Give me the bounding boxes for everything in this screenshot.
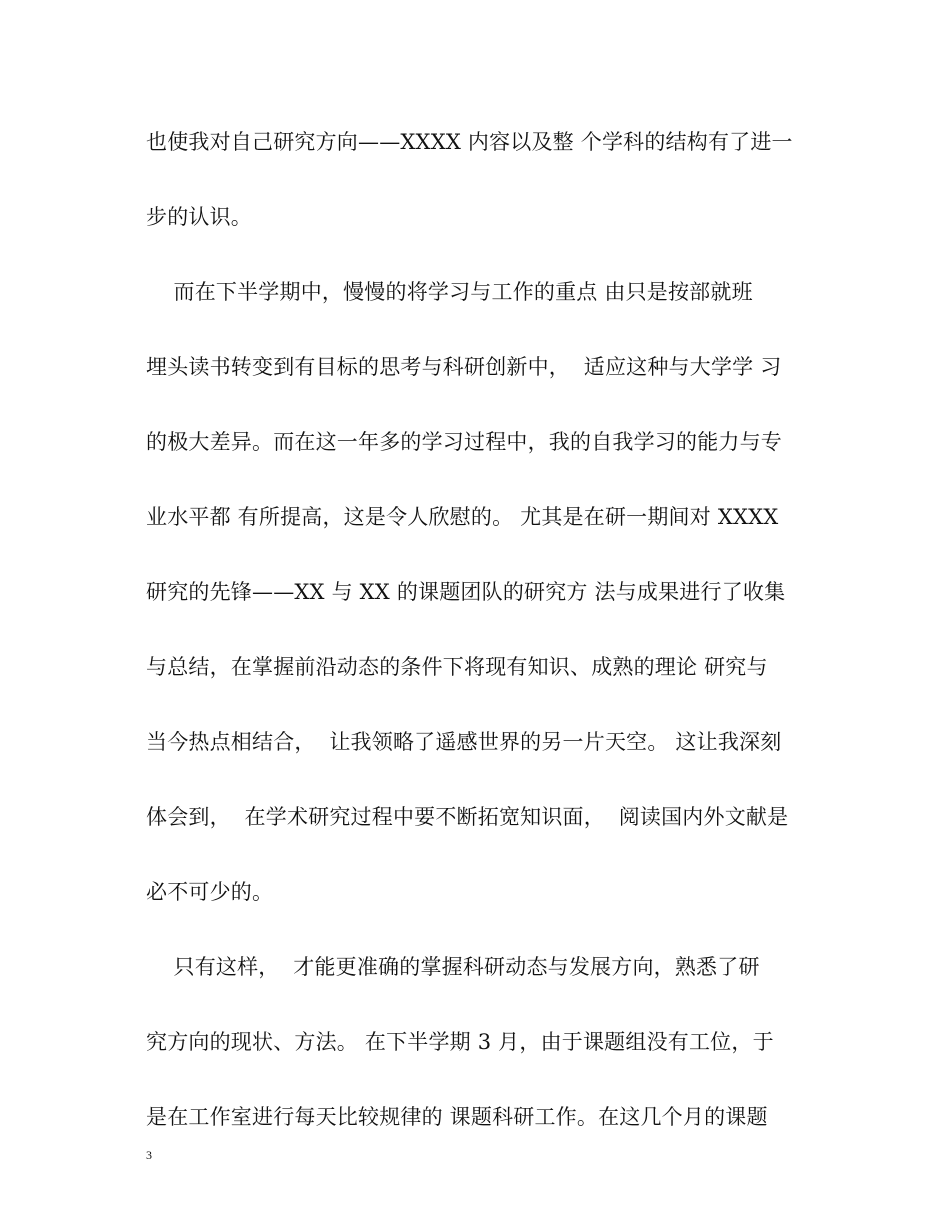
page-number: 3 [146,1148,152,1162]
text-line-7: 研究的先锋——XX 与 XX 的课题团队的研究方 法与成果进行了收集 [146,580,786,604]
text-line-10: 体会到， 在学术研究过程中要不断拓宽知识面， 阅读国内外文献是 [146,805,789,829]
text-line-14: 是在工作室进行每天比较规律的 课题科研工作。在这几个月的课题 [146,1105,768,1129]
text-line-6: 业水平都 有所提高，这是令人欣慰的。 尤其是在研一期间对 XXXX [146,505,779,529]
text-line-1: 也使我对自己研究方向——XXXX 内容以及整 个学科的结构有了进一 [146,130,793,154]
text-line-9: 当今热点相结合， 让我领略了遥感世界的另一片天空。 这让我深刻 [146,730,782,754]
text-line-13: 究方向的现状、方法。 在下半学期 3 月，由于课题组没有工位，于 [146,1030,774,1054]
text-line-5: 的极大差异。而在这一年多的学习过程中，我的自我学习的能力与专 [146,430,782,454]
text-line-4: 埋头读书转变到有目标的思考与科研创新中， 适应这种与大学学 习 [146,355,782,379]
text-line-3: 而在下半学期中，慢慢的将学习与工作的重点 由只是按部就班 [146,280,753,304]
text-line-11: 必不可少的。 [146,880,274,904]
text-line-12: 只有这样， 才能更准确的掌握科研动态与发展方向，熟悉了研 [146,955,760,979]
text-line-8: 与总结，在掌握前沿动态的条件下将现有知识、成熟的理论 研究与 [146,655,768,679]
text-line-2: 步的认识。 [146,205,252,229]
